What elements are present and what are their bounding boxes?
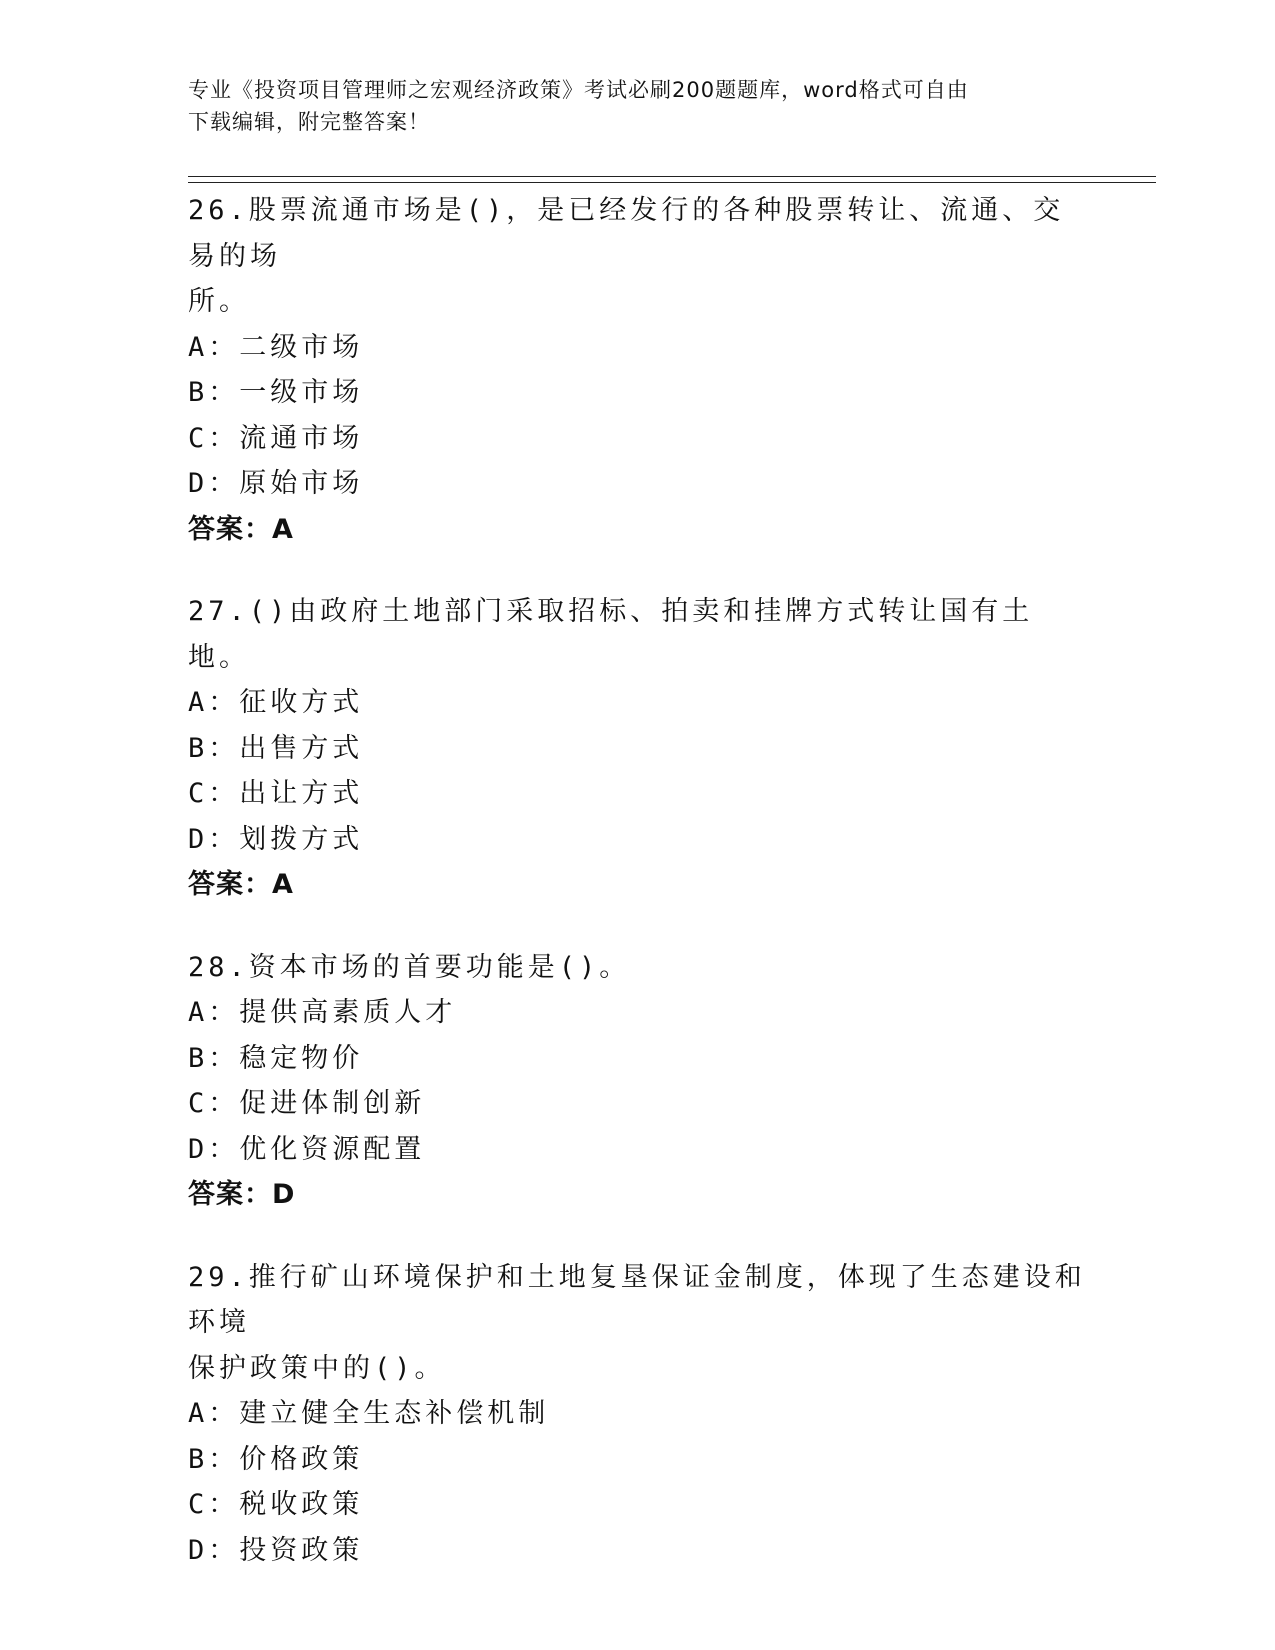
option-b: B：一级市场 [188, 377, 364, 408]
question-stem: 29.推行矿山环境保护和土地复垦保证金制度，体现了生态建设和环境 [188, 1261, 1086, 1338]
option-a: A：建立健全生态补偿机制 [188, 1398, 550, 1429]
header-divider-top [188, 176, 1156, 177]
option-c: C：促进体制创新 [188, 1088, 426, 1119]
question-28 [188, 945, 1088, 1218]
question-29 [188, 1255, 1088, 1574]
question-list [188, 188, 1088, 1610]
question-27 [188, 589, 1088, 908]
option-c: C：出让方式 [188, 778, 364, 809]
header-line-2: 下载编辑，附完整答案！ [188, 110, 430, 134]
answer-label: 答案： [188, 513, 272, 545]
option-a: A：二级市场 [188, 331, 364, 363]
header-divider-bottom [188, 182, 1156, 183]
answer-label: 答案： [188, 869, 272, 900]
option-b: B：稳定物价 [188, 1042, 364, 1074]
answer-value: A [272, 869, 294, 900]
option-a: A：提供高素质人才 [188, 997, 457, 1028]
option-d: D：划拨方式 [188, 823, 364, 855]
answer-line [188, 1172, 1088, 1218]
option-a: A：征收方式 [188, 687, 364, 718]
question-stem: 28.资本市场的首要功能是()。 [188, 951, 631, 983]
header-line-1: 专业《投资项目管理师之宏观经济政策》考试必刷200题题库，word格式可自由 [188, 78, 969, 102]
option-d: D：原始市场 [188, 468, 364, 499]
document-header [188, 74, 1068, 138]
answer-line [188, 507, 1088, 553]
option-b: B：价格政策 [188, 1443, 364, 1475]
question-stem-continued: 保护政策中的()。 [188, 1352, 446, 1384]
option-c: C：流通市场 [188, 422, 364, 454]
question-stem: 27.()由政府土地部门采取招标、拍卖和挂牌方式转让国有土地。 [188, 596, 1034, 673]
question-stem: 26.股票流通市场是()，是已经发行的各种股票转让、流通、交易的场 [188, 195, 1065, 272]
answer-value: A [272, 513, 294, 545]
answer-value: D [272, 1179, 296, 1210]
option-b: B：出售方式 [188, 732, 364, 764]
answer-label: 答案： [188, 1179, 272, 1210]
option-d: D：优化资源配置 [188, 1133, 426, 1165]
question-stem-continued: 所。 [188, 286, 250, 317]
option-c: C：税收政策 [188, 1489, 364, 1520]
question-26 [188, 188, 1088, 552]
answer-line [188, 862, 1088, 908]
option-d: D：投资政策 [188, 1534, 364, 1566]
